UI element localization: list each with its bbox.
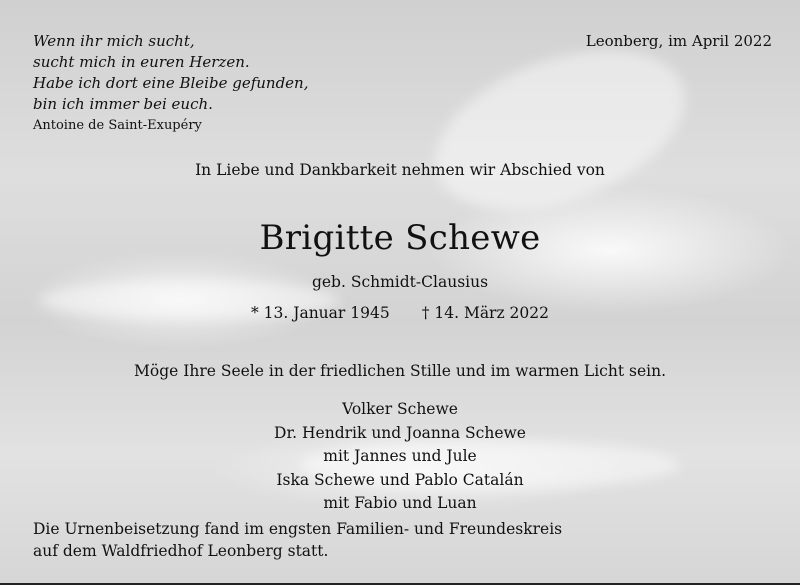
mourner-line: Volker Schewe [342,400,458,418]
poem-author: Antoine de Saint-Exupéry [33,118,202,133]
poem-line: sucht mich in euren Herzen. [33,53,250,71]
death-date: † 14. März 2022 [421,304,550,322]
mourner-line: Dr. Hendrik und Joanna Schewe [274,423,526,442]
burial-note [33,518,562,562]
cloud-angel-image [414,20,706,240]
place-date: Leonberg, im April 2022 [585,32,772,50]
life-dates [0,304,800,322]
mourner-line: Iska Schewe und Pablo Catalán [276,470,524,489]
poem-line: Habe ich dort eine Bleibe gefunden, [33,74,309,92]
maiden-name: geb. Schmidt-Clausius [311,273,489,291]
burial-line: Die Urnenbeisetzung fand im engsten Familien- und Freundeskreis [33,520,563,538]
mourner-line: mit Jannes und Jule [323,447,477,465]
mourner-line: mit Fabio und Luan [323,494,477,512]
wish-text: Möge Ihre Seele in der friedlichen Stille und im warmen Licht sein. [134,362,666,380]
birth-date: * 13. Januar 1945 [250,304,390,322]
poem-line: bin ich immer bei euch. [33,95,213,113]
poem-line: Wenn ihr mich sucht, [33,32,195,50]
deceased-name: Brigitte Schewe [259,218,541,258]
mourners-list [0,398,800,516]
intro-text: In Liebe und Dankbarkeit nehmen wir Abschied von [195,161,605,179]
burial-line: auf dem Waldfriedhof Leonberg statt. [33,542,329,560]
poem [33,31,308,115]
